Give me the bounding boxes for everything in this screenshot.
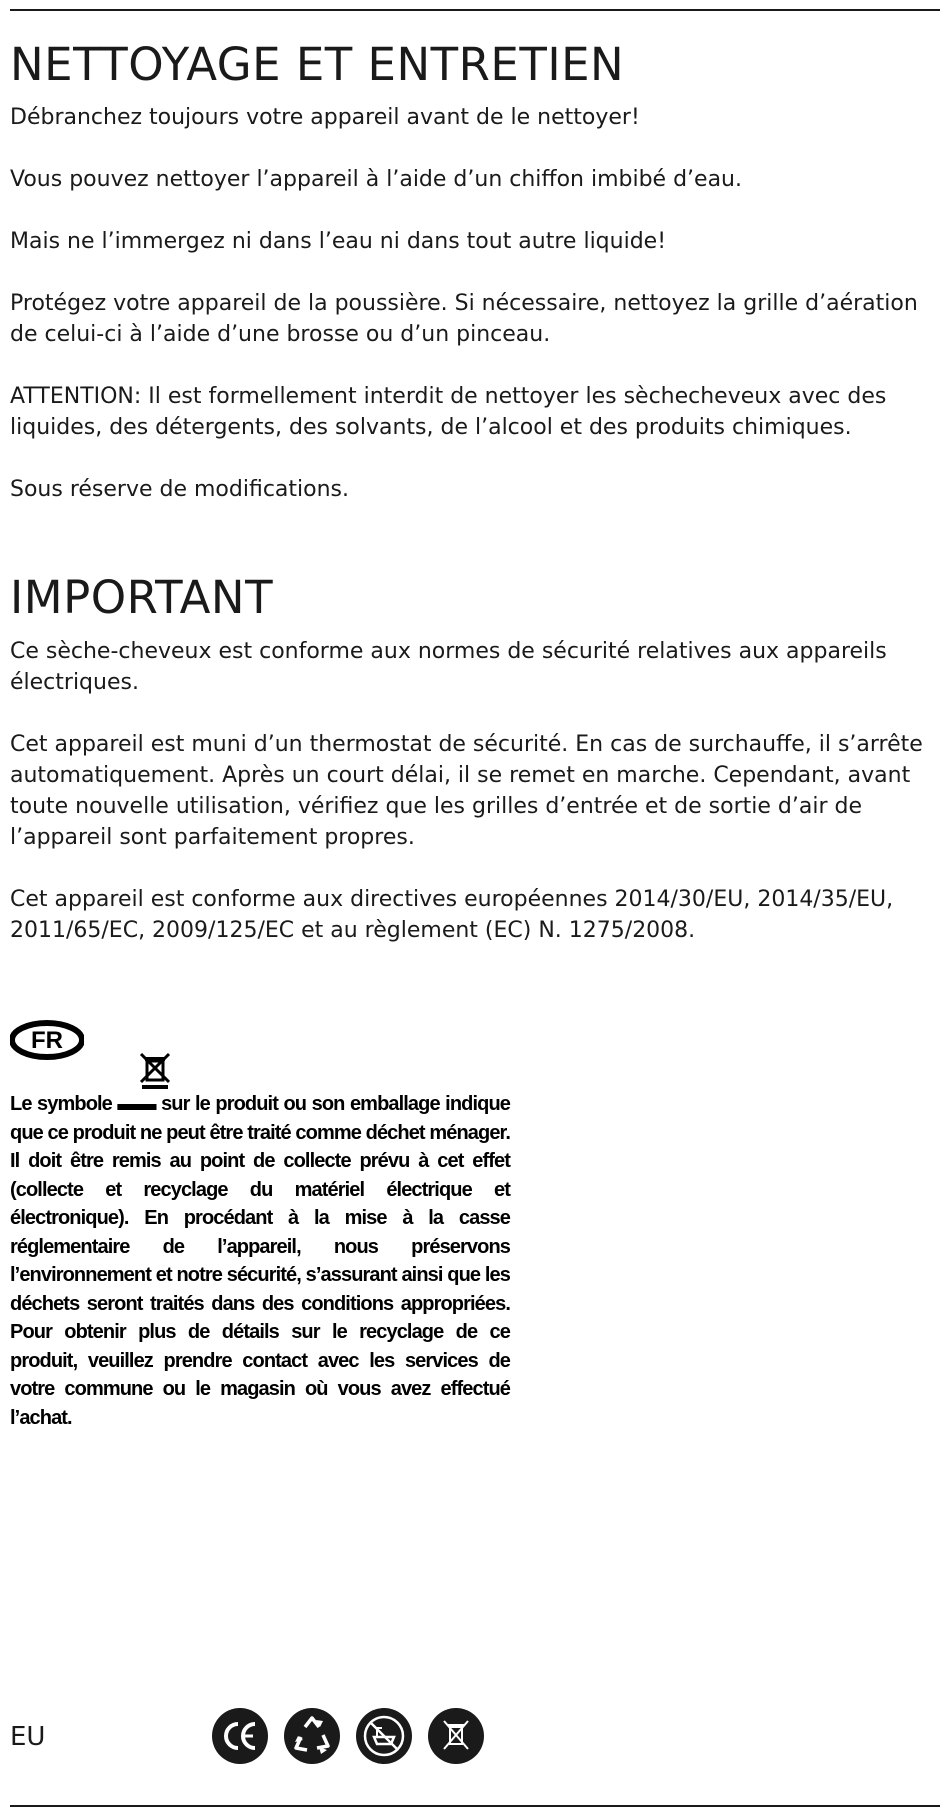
- directives-paragraph: Cet appareil est conforme aux directives européennes 2014/30/EU, 2014/35/EU, 2011/65/EC, 2009/125/EC et au règlement (EC) N. 1275/2008.: [10, 887, 894, 943]
- section-title-important: IMPORTANT: [10, 571, 274, 624]
- important-paragraph: Ce sèche-cheveux est conforme aux normes de sécurité relatives aux appareils électriques.: [10, 639, 887, 695]
- weee-text: Le symbole ▬▬ sur le produit ou son emballage indique que ce produit ne peut être traité comme déchet ménager. Il doit être remis au point de collecte prévu à cet effet (collecte et recyclage du matériel électrique et électronique). En procédant à la mise à la casse réglementaire de l’appareil, nous préservons l’environnement et notre sécurité, s’assurant ainsi que les déchets seront traités dans des conditions appropriées. Pour obtenir plus de détails sur le recyclage de ce produit, veuillez prendre contact avec les services de votre commune ou le magasin où vous avez effectué l’achat.: [10, 1093, 510, 1429]
- cleaning-paragraph: Mais ne l’immergez ni dans l’eau ni dans tout autre liquide!: [10, 229, 667, 254]
- recycle-icon: [283, 1707, 341, 1765]
- cleaning-paragraph: Débranchez toujours votre appareil avant de le nettoyer!: [10, 105, 640, 130]
- crossed-bin-icon: [138, 1052, 172, 1090]
- top-divider: [10, 9, 940, 11]
- fr-language-badge: [10, 1020, 84, 1060]
- bottom-divider: [10, 1805, 940, 1807]
- no-bath-icon: [355, 1707, 413, 1765]
- cleaning-paragraph: Sous réserve de modifications.: [10, 477, 350, 502]
- cleaning-paragraph: Protégez votre appareil de la poussière. Si nécessaire, nettoyez la grille d’aération de celui-ci à l’aide d’une brosse ou d’un pinceau.: [10, 291, 918, 347]
- ce-mark-icon: [211, 1707, 269, 1765]
- cleaning-warning-paragraph: ATTENTION: Il est formellement interdit de nettoyer les sèchecheveux avec des liquides, des détergents, des solvants, de l’alcool et des produits chimiques.: [10, 384, 887, 440]
- region-label: EU: [10, 1722, 46, 1752]
- cleaning-paragraph: Vous pouvez nettoyer l’appareil à l’aide d’un chiffon imbibé d’eau.: [10, 167, 742, 192]
- important-paragraph: Cet appareil est muni d’un thermostat de sécurité. En cas de surchauffe, il s’arrête automatiquement. Après un court délai, il se remet en marche. Cependant, avant toute nouvelle utilisation, vérifiez que les grilles d’entrée et de sortie d’air de l’appareil sont parfaitement propres.: [10, 732, 923, 850]
- section-title-cleaning: NETTOYAGE ET ENTRETIEN: [10, 38, 625, 91]
- weee-bin-icon: [427, 1707, 485, 1765]
- fr-badge-text: FR: [31, 1027, 63, 1054]
